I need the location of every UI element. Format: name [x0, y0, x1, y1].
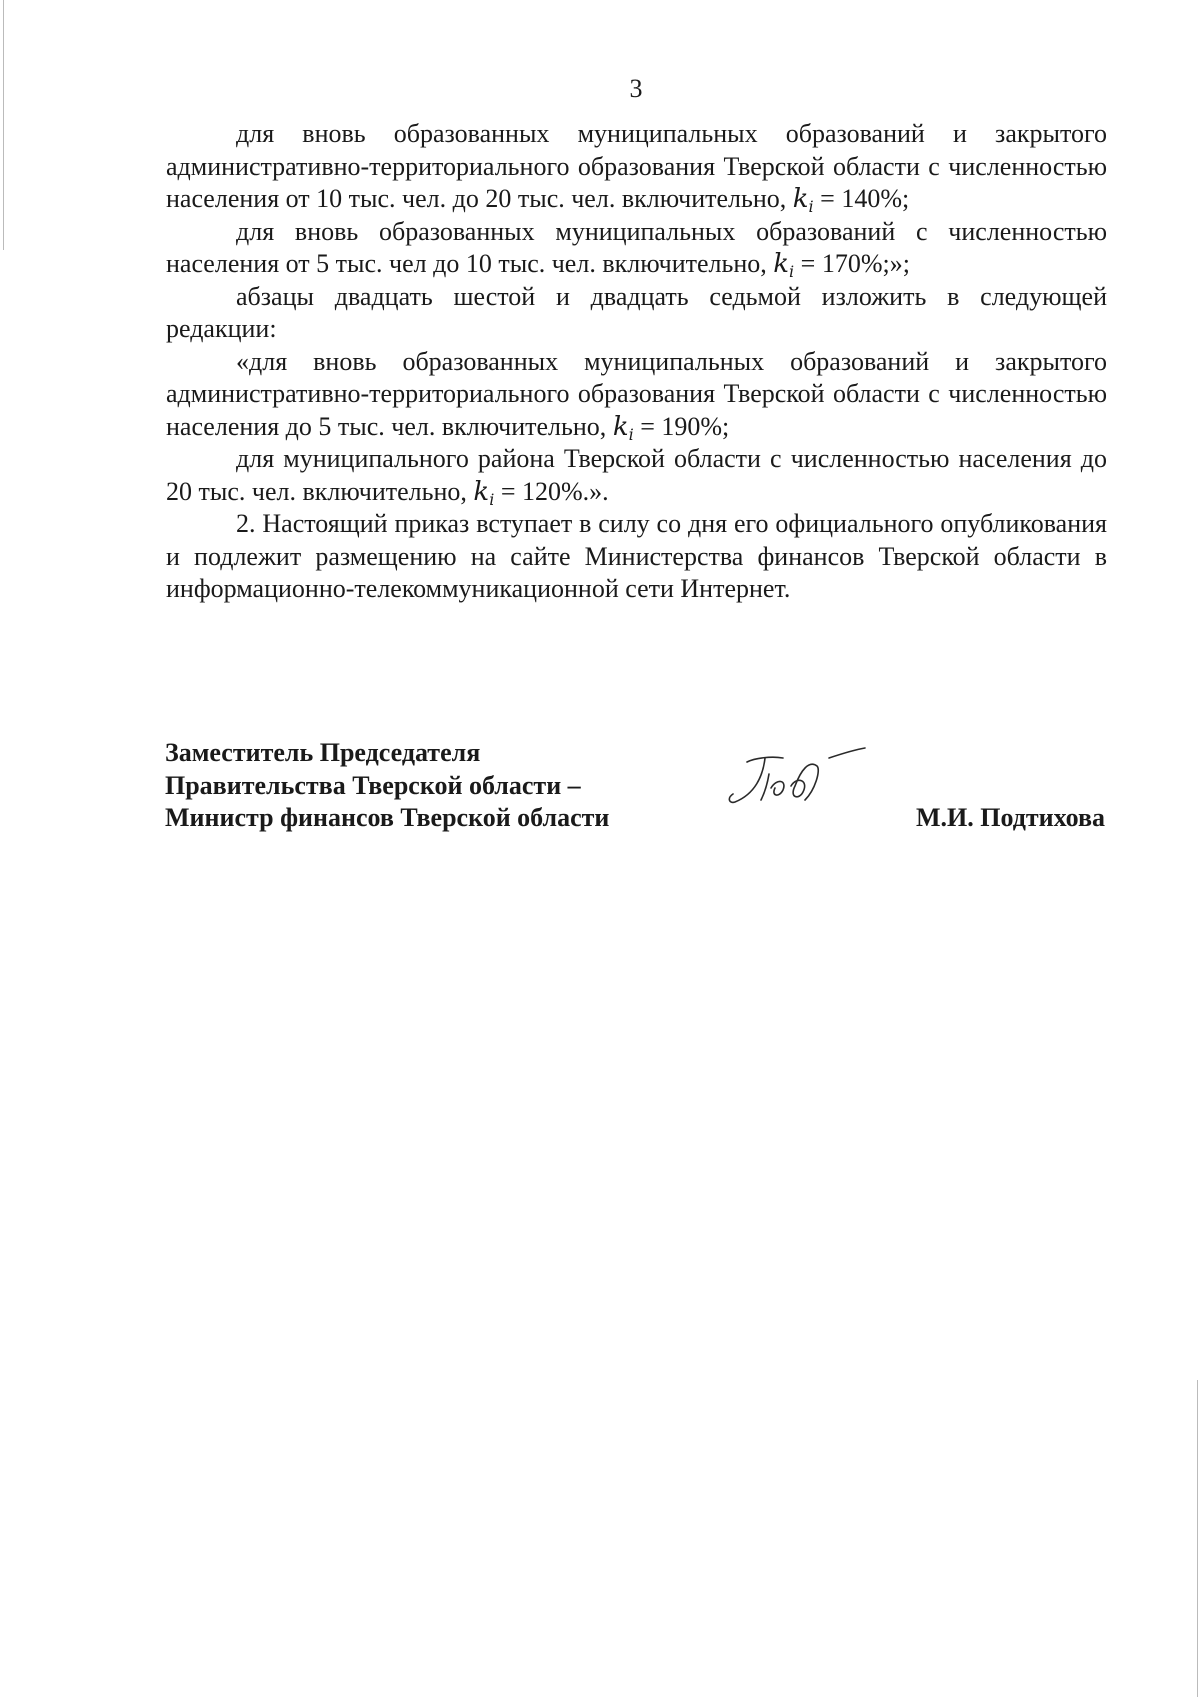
coefficient-value: = 120%.».: [494, 476, 609, 506]
scan-edge-right: [1197, 1380, 1198, 1697]
position-line: Заместитель Председателя: [165, 738, 481, 767]
handwritten-signature: [725, 740, 875, 820]
paragraph: [166, 508, 1107, 606]
coefficient-value: = 170%;»;: [794, 249, 910, 278]
document-body: [166, 118, 1107, 606]
paragraph: [166, 443, 1107, 508]
signatory-position: [165, 737, 609, 835]
coefficient-value: = 140%;: [813, 184, 910, 213]
paragraph-text: для вновь образованных муниципальных образований с численностью населения от 5 тыс. чел до 10 тыс. чел. включительно,: [166, 216, 1107, 278]
coefficient-value: = 190%;: [633, 411, 730, 441]
page-number: 3: [629, 74, 643, 103]
paragraph-text: «для вновь образованных муниципальных образований и закрытого административно-территориального образования Тверской области с численностью населения до 5 тыс. чел. включительно,: [166, 346, 1107, 441]
coefficient: $k_i$: [473, 476, 495, 509]
coefficient: $k_i$: [773, 249, 795, 281]
signer-name: М.И. Подтихова: [915, 803, 1105, 832]
coefficient: $k_i$: [612, 411, 634, 444]
paragraph-text: абзацы двадцать шестой и двадцать седьмой изложить в следующей редакции:: [166, 281, 1107, 343]
paragraph: [166, 281, 1107, 346]
paragraph-text: 2. Настоящий приказ вступает в силу со дня его официального опубликования и подлежит размещению на сайте Министерства финансов Тверской области в информационно-телекоммуникационной сети Интернет.: [166, 509, 1107, 603]
coefficient: $k_i$: [792, 184, 814, 216]
paragraph: [166, 118, 1107, 216]
scan-edge-left: [3, 0, 4, 250]
position-line: Министр финансов Тверской области: [165, 803, 610, 832]
paragraph: [166, 346, 1107, 444]
position-line: Правительства Тверской области –: [165, 770, 581, 800]
paragraph: [166, 216, 1107, 281]
paragraph-text: для вновь образованных муниципальных образований и закрытого административно-территориального образования Тверской области с численностью населения от 10 тыс. чел. до 20 тыс. чел. включительно,: [166, 119, 1107, 213]
paragraph-text: для муниципального района Тверской области с численностью населения до 20 тыс. чел. включительно,: [166, 444, 1107, 506]
